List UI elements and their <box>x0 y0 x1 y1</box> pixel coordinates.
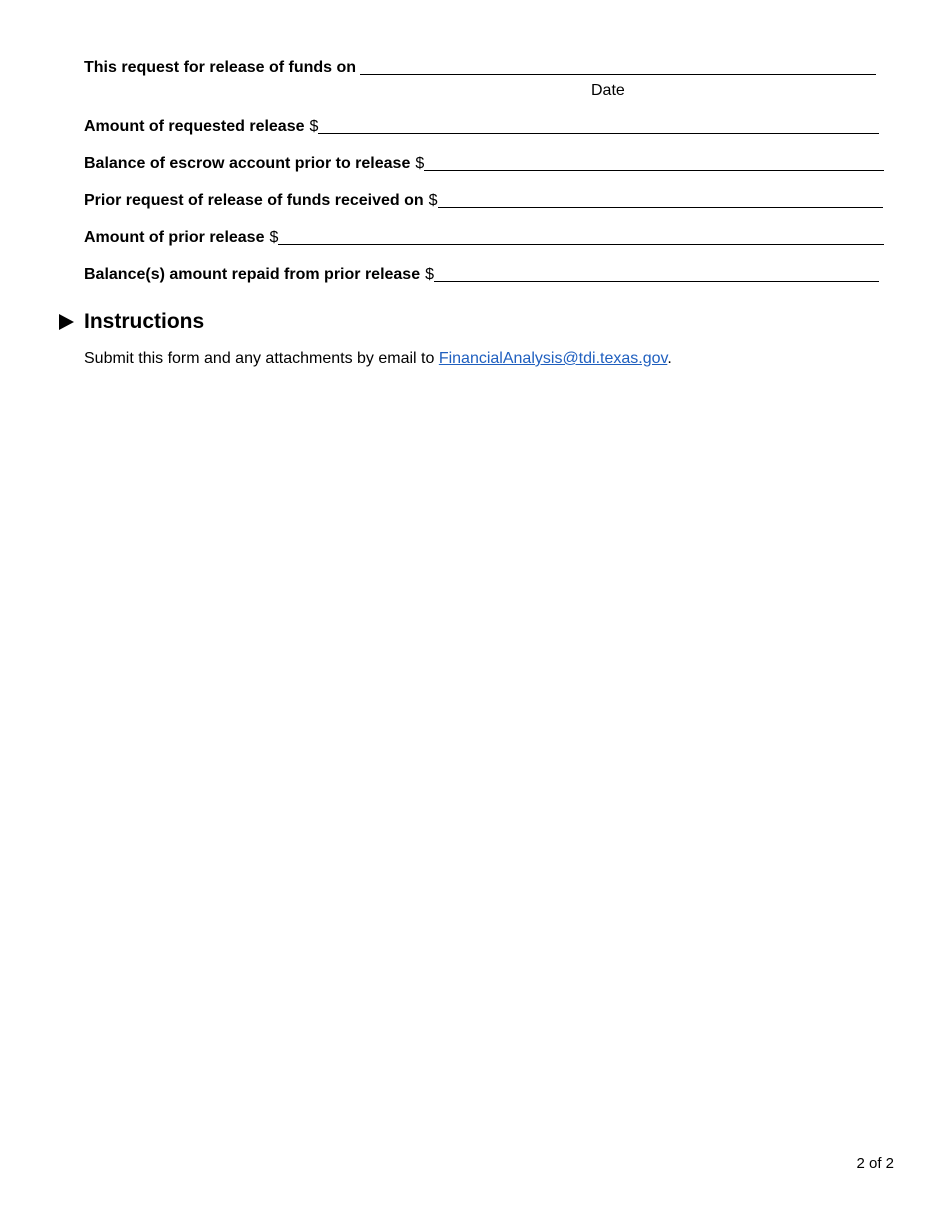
amount-repaid-label: Balance(s) amount repaid from prior release <box>84 266 421 283</box>
escrow-balance-label: Balance of escrow account prior to release <box>84 155 411 172</box>
escrow-balance-field[interactable] <box>424 170 884 171</box>
request-date-row <box>84 58 876 78</box>
request-date-label: This request for release of funds on <box>84 59 357 76</box>
prior-request-label: Prior request of release of funds received on <box>84 192 424 209</box>
instructions-heading: Instructions <box>84 310 205 333</box>
instructions-text-after: . <box>667 350 672 367</box>
dollar-sign: $ <box>415 155 425 172</box>
request-date-field[interactable] <box>360 74 876 75</box>
instructions-section-header <box>59 309 204 335</box>
prior-request-field[interactable] <box>438 207 883 208</box>
dollar-sign: $ <box>428 192 438 209</box>
email-link[interactable]: FinancialAnalysis@tdi.texas.gov <box>438 350 668 367</box>
amount-repaid-field[interactable] <box>434 281 879 282</box>
prior-release-row <box>84 228 884 248</box>
instructions-text-before: Submit this form and any attachments by email to <box>84 350 439 367</box>
page-number: 2 of 2 <box>856 1155 894 1172</box>
requested-release-field[interactable] <box>318 133 879 134</box>
instructions-text <box>84 349 672 369</box>
requested-release-row <box>84 117 879 137</box>
dollar-sign: $ <box>309 118 319 135</box>
requested-release-label: Amount of requested release <box>84 118 305 135</box>
prior-release-field[interactable] <box>278 244 884 245</box>
dollar-sign: $ <box>425 266 435 283</box>
date-caption: Date <box>591 82 625 99</box>
prior-release-label: Amount of prior release <box>84 229 265 246</box>
triangle-right-icon <box>59 314 74 330</box>
dollar-sign: $ <box>269 229 279 246</box>
prior-request-row <box>84 191 883 211</box>
escrow-balance-row <box>84 154 884 174</box>
amount-repaid-row <box>84 265 879 285</box>
